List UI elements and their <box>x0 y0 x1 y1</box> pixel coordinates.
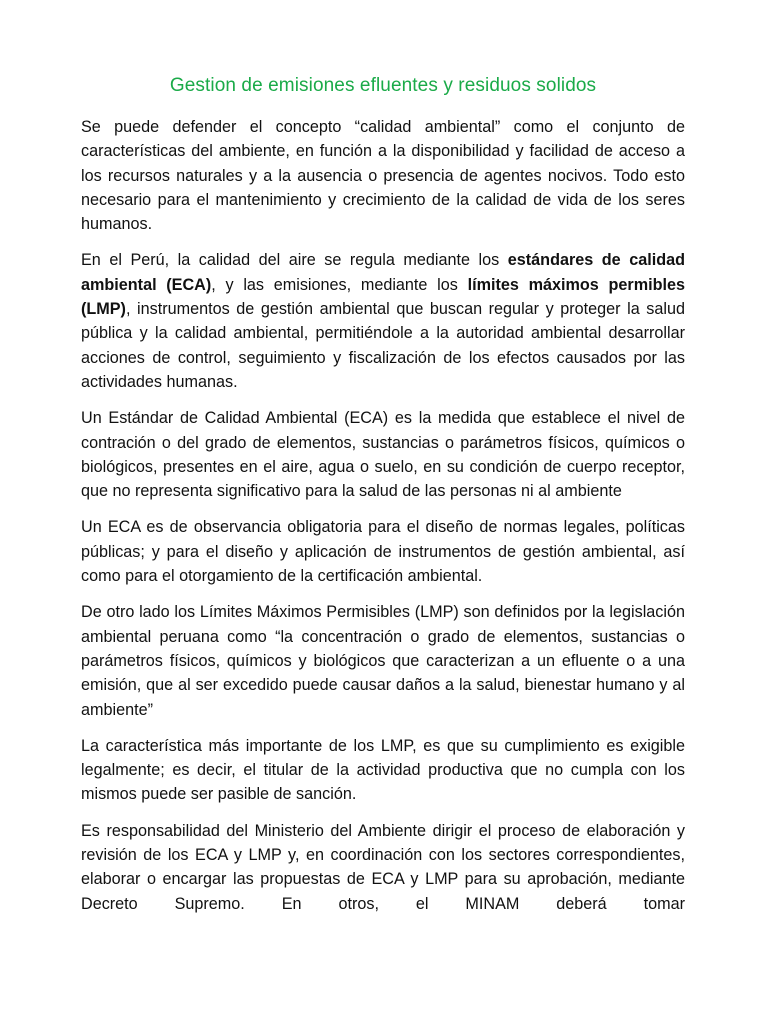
paragraph <box>81 600 685 721</box>
paragraph <box>81 248 685 394</box>
text-segment: Se puede defender el concepto “calidad ambiental” como el conjunto de características del ambiente, en función a la disponibilidad y facilidad de acceso a los recursos naturales y a la ausencia o presencia de agentes nocivos. Todo esto necesario para el mantenimiento y crecimiento de la calidad de vida de los seres humanos. <box>81 118 685 234</box>
text-segment: , y las emisiones, mediante los <box>211 275 468 294</box>
bold-term: límites máximos permibles (LMP) <box>81 275 685 319</box>
text-segment: De otro lado los Límites Máximos Permisibles (LMP) son definidos por la legislación ambiental peruana como “la concentración o grado de elementos, sustancias o parámetros físicos, químicos y biológicos que caracterizan a un efluente o a una emisión, que al ser excedido puede causar daños a la salud, bienestar humano y al ambiente” <box>81 603 685 719</box>
text-segment: , instrumentos de gestión ambiental que buscan regular y proteger la salud pública y la calidad ambiental, permitiéndole a la autoridad ambiental desarrollar acciones de control, seguimiento y fiscalización de los efectos causados por las actividades humanas. <box>81 300 685 391</box>
document-body <box>81 115 685 916</box>
bold-term: estándares de calidad ambiental (ECA) <box>81 251 685 294</box>
document-page <box>81 71 685 928</box>
text-segment: La característica más importante de los LMP, es que su cumplimiento es exigible legalmente; es decir, el titular de la actividad productiva que no cumpla con los mismos puede ser pasible de sanción. <box>81 736 685 804</box>
document-title: Gestion de emisiones efluentes y residuos solidos <box>169 75 597 96</box>
paragraph <box>81 819 685 916</box>
text-segment: Un ECA es de observancia obligatoria para el diseño de normas legales, políticas públicas; y para el diseño y aplicación de instrumentos de gestión ambiental, así como para el otorgamiento de la certificación ambiental. <box>81 518 685 586</box>
text-segment: Un Estándar de Calidad Ambiental (ECA) es la medida que establece el nivel de contración o del grado de elementos, sustancias o parámetros físicos, químicos o biológicos, presentes en el aire, agua o suelo, en su condición de cuerpo receptor, que no representa significativo para la salud de las personas ni al ambiente <box>81 409 685 501</box>
paragraph <box>81 115 685 236</box>
paragraph <box>81 515 685 588</box>
text-segment: Es responsabilidad del Ministerio del Ambiente dirigir el proceso de elaboración y revisión de los ECA y LMP y, en coordinación con los sectores correspondientes, elaborar o encargar las propuestas de ECA y LMP para su aprobación, mediante Decreto Supremo. En otros, el MINAM deberá tomar <box>81 821 685 913</box>
text-segment: En el Perú, la calidad del aire se regula mediante los <box>81 251 508 270</box>
paragraph <box>81 734 685 807</box>
paragraph <box>81 406 685 503</box>
